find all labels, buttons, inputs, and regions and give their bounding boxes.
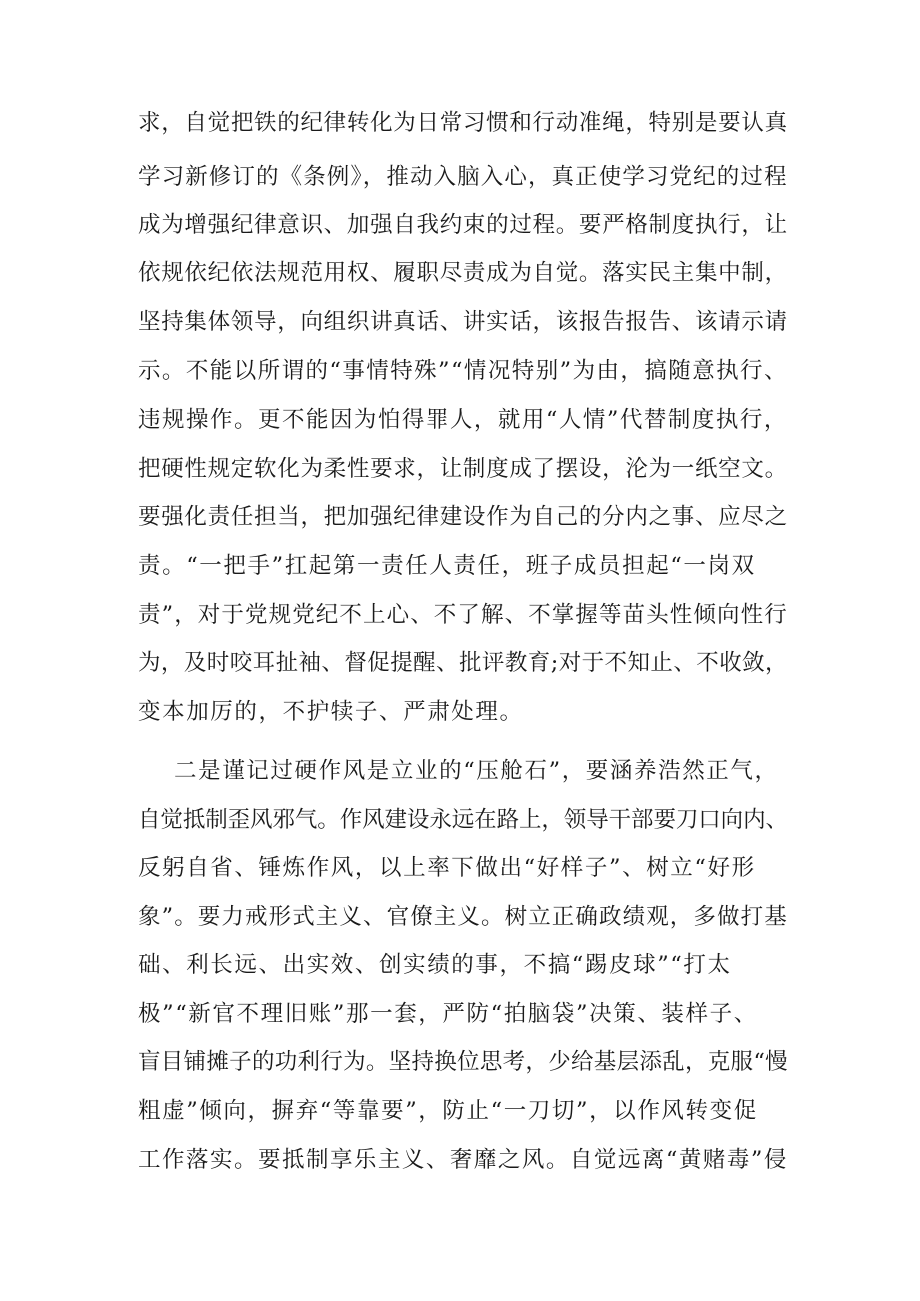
paragraph-line: 象”。要力戒形式主义、官僚主义。树立正确政绩观，多做打基: [138, 904, 788, 930]
paragraph-line: 变本加厉的，不护犊子、严肃处理。: [138, 699, 524, 725]
paragraph-line: 依规依纪依法规范用权、履职尽责成为自觉。落实民主集中制，: [138, 260, 788, 286]
paragraph-line: 成为增强纪律意识、加强自我约束的过程。要严格制度执行，让: [138, 212, 788, 238]
paragraph-line: 工作落实。要抵制享乐主义、奢靡之风。自觉远离“黄赌毒”侵: [138, 1147, 788, 1173]
paragraph-line: 粗虚”倾向，摒弃“等靠要”，防止“一刀切”，以作风转变促: [138, 1098, 758, 1124]
paragraph-line: 础、利长远、出实效、创实绩的事，不搞“踢皮球”“打太: [138, 952, 732, 978]
paragraph-line: 盲目铺摊子的功利行为。坚持换位思考，少给基层添乱，克服“慢: [138, 1049, 788, 1075]
paragraph-line: 学习新修订的《条例》，推动入脑入心，真正使学习党纪的过程: [138, 164, 788, 190]
paragraph-line: 示。不能以所谓的“事情特殊”“情况特别”为由，搞随意执行、: [138, 358, 788, 384]
paragraph-line: 坚持集体领导，向组织讲真话、讲实话，该报告报告、该请示请: [138, 309, 788, 335]
paragraph-line: 极”“新官不理旧账”那一套，严防“拍脑袋”决策、装样子、: [138, 1001, 758, 1027]
paragraph-line: 反躬自省、锤炼作风，以上率下做出“好样子”、树立“好形: [138, 855, 756, 881]
paragraph-line: 二是谨记过硬作风是立业的“压舱石”，要涵养浩然正气，: [174, 758, 779, 784]
paragraph-line: 违规操作。更不能因为怕得罪人，就用“人情”代替制度执行，: [138, 407, 788, 433]
paragraph-line: 为，及时咬耳扯袖、督促提醒、批评教育;对于不知止、不收敛，: [138, 650, 788, 676]
paragraph-line: 责。“一把手”扛起第一责任人责任，班子成员担起“一岗双: [138, 553, 756, 579]
paragraph-line: 责”，对于党规党纪不上心、不了解、不掌握等苗头性倾向性行: [138, 602, 788, 628]
paragraph-line: 自觉抵制歪风邪气。作风建设永远在路上，领导干部要刀口向内、: [138, 807, 788, 833]
paragraph-line: 求，自觉把铁的纪律转化为日常习惯和行动准绳，特别是要认真: [138, 110, 788, 136]
paragraph-line: 把硬性规定软化为柔性要求，让制度成了摆设，沦为一纸空文。: [138, 456, 788, 482]
paragraph-line: 要强化责任担当，把加强纪律建设作为自己的分内之事、应尽之: [138, 504, 788, 530]
